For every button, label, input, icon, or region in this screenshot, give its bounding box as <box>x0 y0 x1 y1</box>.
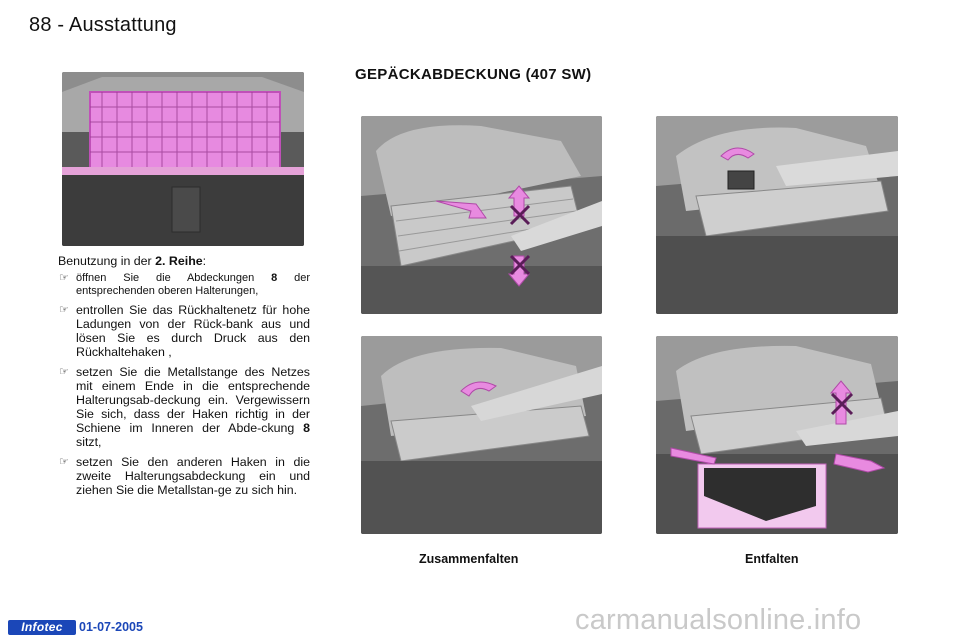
fold-step-1-photo <box>361 116 602 314</box>
infotec-logo: Infotec <box>8 620 76 635</box>
instructions-list <box>58 272 310 497</box>
list-item: ☞ entrollen Sie das Rückhaltenetz für hohe Ladungen von der Rück-bank aus und lösen Sie es durch Druck aus den Rückhaltehaken , <box>59 303 310 359</box>
pointing-hand-icon: ☞ <box>59 456 69 468</box>
instructions-intro: Benutzung in der 2. Reihe: <box>58 254 207 268</box>
section-title: GEPÄCKABDECKUNG (407 SW) <box>355 66 592 83</box>
fold-step-3-photo <box>361 336 602 534</box>
instructions-block <box>58 254 310 503</box>
footer-date: 01-07-2005 <box>79 620 143 634</box>
unfold-photo <box>656 336 898 534</box>
list-item: ☞ öffnen Sie die Abdeckungen 8 der entsprechenden oberen Halterungen, <box>59 272 310 297</box>
list-item: ☞ setzen Sie den anderen Haken in die zweite Halterungsabdeckung ein und ziehen Sie die Metallstan-ge zu sich hin. <box>59 455 310 497</box>
page-title: 88 - Ausstattung <box>29 14 177 36</box>
caption-unfold: Entfalten <box>745 552 799 566</box>
cargo-net-photo <box>62 72 304 246</box>
pointing-hand-icon: ☞ <box>59 304 69 316</box>
watermark: carmanualsonline.info <box>575 604 862 636</box>
pointing-hand-icon: ☞ <box>59 272 69 284</box>
fold-step-2-photo <box>656 116 898 314</box>
caption-fold: Zusammenfalten <box>419 552 519 566</box>
list-item: ☞ setzen Sie die Metallstange des Netzes mit einem Ende in die entsprechende Halterungsab-deckung ein. Vergewissern Sie sich, dass der Haken richtig in der Schiene im Inneren der Abde-ckung 8 sitzt, <box>59 365 310 449</box>
pointing-hand-icon: ☞ <box>59 366 69 378</box>
